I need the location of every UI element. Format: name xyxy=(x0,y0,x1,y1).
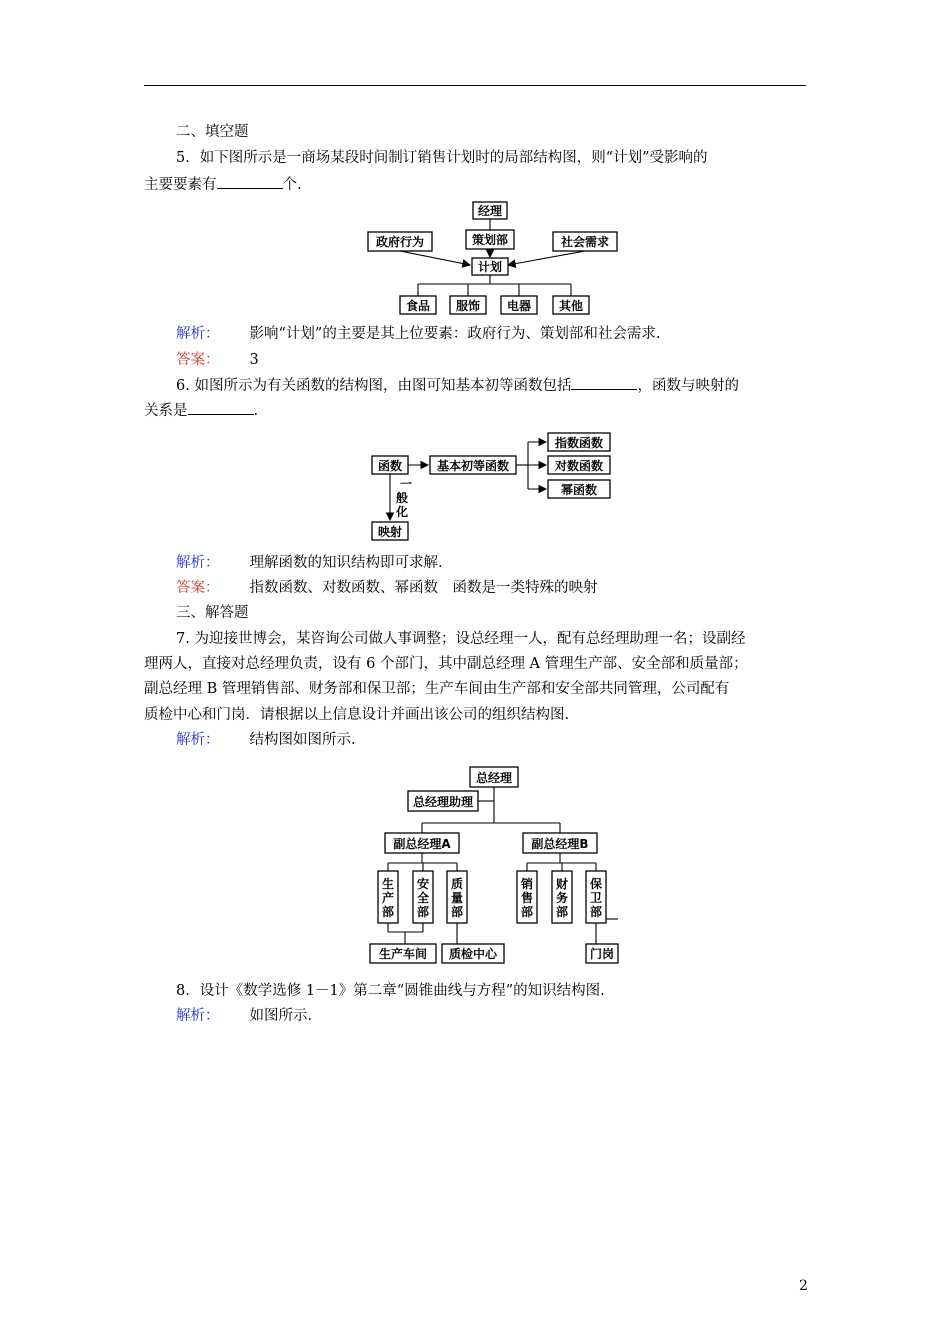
gm-label: 总经理 xyxy=(475,771,513,785)
analysis-label: 解析： xyxy=(176,732,220,748)
vp-b-label: 副总经理B xyxy=(531,837,589,851)
social-demand-label: 社会需求 xyxy=(560,235,610,249)
q6-answer xyxy=(176,578,846,598)
clothing-label: 服饰 xyxy=(455,299,481,313)
analysis-text: 如图所示. xyxy=(249,1008,313,1024)
dept-char: 生 xyxy=(381,877,395,891)
question-7-line-3: 副总经理 B 管理销售部、财务部和保卫部；生产车间由生产部和安全部共同管理，公司配有 xyxy=(144,681,730,697)
dept-char: 部 xyxy=(450,905,464,919)
government-label: 政府行为 xyxy=(375,235,425,249)
vp-a-label: 副总经理A xyxy=(393,837,451,851)
function-structure-diagram xyxy=(372,433,610,540)
dept-char: 产 xyxy=(381,891,395,905)
q6-text: 关系是 xyxy=(144,403,188,419)
q5-answer xyxy=(176,350,846,370)
q6-text: . xyxy=(253,403,259,419)
planning-dept-label: 策划部 xyxy=(471,233,509,247)
analysis-label: 解析： xyxy=(176,1008,220,1024)
page-number: 2 xyxy=(799,1278,808,1294)
dept-char: 财 xyxy=(555,877,569,891)
dept-char: 卫 xyxy=(589,891,603,905)
dept-char: 质 xyxy=(450,877,464,891)
q6-text: 6. 如图所示为有关函数的结构图，由图可知基本初等函数包括 xyxy=(176,378,572,394)
dept-char: 售 xyxy=(520,891,534,905)
mapping-label: 映射 xyxy=(377,525,403,539)
answer-label: 答案： xyxy=(176,580,220,596)
dept-char: 部 xyxy=(381,905,395,919)
q8-analysis xyxy=(176,1006,846,1026)
analysis-label: 解析： xyxy=(176,326,220,342)
gate-label: 门岗 xyxy=(589,947,615,961)
food-label: 食品 xyxy=(405,299,431,313)
generalize-char-1: 一 xyxy=(400,477,413,491)
q6-analysis xyxy=(176,553,846,573)
dept-char: 部 xyxy=(589,905,603,919)
dept-char: 量 xyxy=(450,891,464,905)
section-heading: 三、解答题 xyxy=(176,605,249,621)
qc-center-label: 质检中心 xyxy=(448,947,498,961)
function-label: 函数 xyxy=(377,459,403,473)
gm-assistant-label: 总经理助理 xyxy=(412,795,474,809)
dept-char: 部 xyxy=(520,905,534,919)
basic-elementary-label: 基本初等函数 xyxy=(436,459,510,473)
q5-text: 主要要素有 xyxy=(144,177,217,193)
q7-analysis xyxy=(176,730,846,750)
section-heading: 二、填空题 xyxy=(176,124,249,140)
exponential-label: 指数函数 xyxy=(554,436,604,450)
plan-label: 计划 xyxy=(477,260,503,274)
question-6-line-2 xyxy=(144,400,814,421)
manager-label: 经理 xyxy=(477,204,503,218)
answer-text: 3 xyxy=(249,352,259,368)
logarithmic-label: 对数函数 xyxy=(554,459,604,473)
q5-text: 个. xyxy=(282,177,302,193)
analysis-label: 解析： xyxy=(176,555,220,571)
answer-text: 指数函数、对数函数、幂函数 函数是一类特殊的映射 xyxy=(249,580,598,596)
org-chart-diagram xyxy=(370,767,618,963)
q5-analysis xyxy=(176,324,846,344)
answer-blank xyxy=(188,400,254,415)
analysis-text: 结构图如图所示. xyxy=(249,732,356,748)
question-5-line-1: 5．如下图所示是一商场某段时间制订销售计划时的局部结构图，则“计划”受影响的 xyxy=(176,150,708,166)
answer-blank xyxy=(571,375,637,390)
q6-text: ，函数与映射的 xyxy=(637,378,739,394)
analysis-text: 理解函数的知识结构即可求解. xyxy=(249,555,443,571)
dept-char: 安 xyxy=(416,877,430,891)
generalize-char-2: 般 xyxy=(396,491,409,505)
others-label: 其他 xyxy=(558,299,584,313)
plan-structure-diagram xyxy=(368,202,617,314)
generalize-char-3: 化 xyxy=(396,505,409,519)
analysis-text: 影响“计划”的主要是其上位要素：政府行为、策划部和社会需求. xyxy=(249,326,661,342)
power-label: 幂函数 xyxy=(560,483,598,497)
dept-char: 全 xyxy=(416,891,430,905)
appliances-label: 电器 xyxy=(506,299,532,313)
question-7-line-4: 质检中心和门岗．请根据以上信息设计并画出该公司的组织结构图. xyxy=(144,707,570,723)
dept-char: 部 xyxy=(555,905,569,919)
answer-label: 答案： xyxy=(176,352,220,368)
dept-char: 销 xyxy=(520,877,534,891)
dept-char: 部 xyxy=(416,905,430,919)
workshop-label: 生产车间 xyxy=(378,947,428,961)
question-7-line-2: 理两人，直接对总经理负责，设有 6 个部门，其中副总经理 A 管理生产部、安全部和质量部； xyxy=(144,656,748,672)
question-8-line-1: 8．设计《数学选修 1－1》第二章“圆锥曲线与方程”的知识结构图. xyxy=(176,983,605,999)
question-6-line-1 xyxy=(176,375,846,396)
dept-char: 务 xyxy=(555,891,569,905)
dept-char: 保 xyxy=(589,877,603,891)
question-7-line-1: 7. 为迎接世博会，某咨询公司做人事调整；设总经理一人，配有总经理助理一名；设副经 xyxy=(176,631,746,647)
